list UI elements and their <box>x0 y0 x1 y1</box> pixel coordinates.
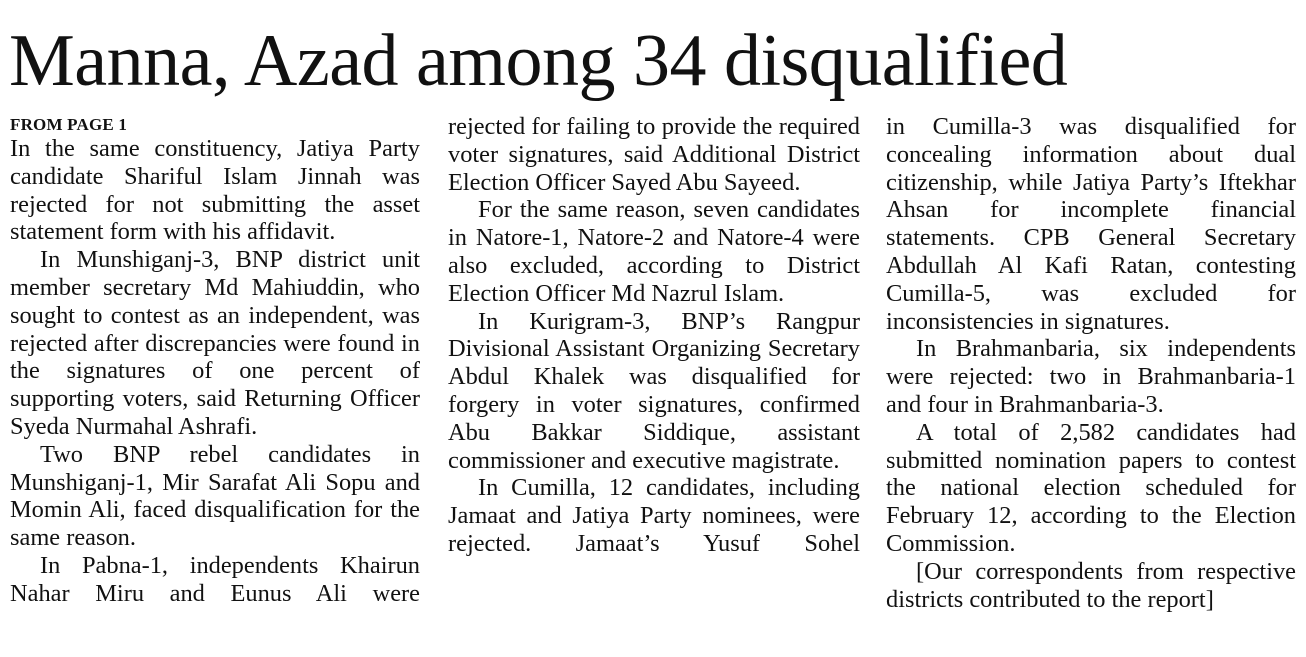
article-body <box>10 114 1296 644</box>
paragraph: In Cumilla, 12 candidates, including Jamaat and Jatiya Party nominees, were rejected. Jamaat’s Yusuf Sohel <box>448 474 860 557</box>
continuation-kicker: FROM PAGE 1 <box>10 115 128 134</box>
headline: Manna, Azad among 34 disqualified <box>9 20 1068 102</box>
paragraph: Two BNP rebel candidates in Munshiganj-1, Mir Sarafat Ali Sopu and Momin Ali, faced disqualification for the same reason. <box>10 440 420 552</box>
column-2 <box>448 113 860 558</box>
paragraph: A total of 2,582 candidates had submitted nomination papers to contest the national election scheduled for February 12, according to the Election Commission. <box>886 418 1296 557</box>
paragraph: In Munshiganj-3, BNP district unit member secretary Md Mahiuddin, who sought to contest as an independent, was rejected after discrepancies were found in the signatures of one percent of supporting voters, said Returning Officer Syeda Nurmahal Ashrafi. <box>10 246 420 440</box>
paragraph: In Kurigram-3, BNP’s Rangpur Divisional Assistant Organizing Secretary Abdul Khalek was disqualified for forgery in voter signatures, confirmed Abu Bakkar Siddique, assistant commissioner and executive magistrate. <box>448 307 860 474</box>
paragraph: In Brahmanbaria, six independents were rejected: two in Brahmanbaria-1 and four in Brahmanbaria-3. <box>886 335 1296 418</box>
paragraph: In Pabna-1, independents Khairun Nahar Miru and Eunus Ali were <box>10 551 420 607</box>
column-3 <box>886 113 1296 613</box>
paragraph: in Cumilla-3 was disqualified for concealing information about dual citizenship, while Jatiya Party’s Iftekhar Ahsan for incomplete financial statements. CPB General Secretary Abdullah Al Kafi Ratan, contesting Cumilla-5, was excluded for inconsistencies in signatures. <box>886 113 1296 335</box>
paragraph: For the same reason, seven candidates in Natore-1, Natore-2 and Natore-4 were also excluded, according to District Election Officer Md Nazrul Islam. <box>448 196 860 307</box>
paragraph: In the same constituency, Jatiya Party candidate Shariful Islam Jinnah was rejected for not submitting the asset statement form with his affidavit. <box>10 135 420 246</box>
column-1 <box>10 114 420 608</box>
paragraph: [Our correspondents from respective districts contributed to the report] <box>886 557 1296 613</box>
paragraph: rejected for failing to provide the required voter signatures, said Additional District Election Officer Sayed Abu Sayeed. <box>448 113 860 196</box>
